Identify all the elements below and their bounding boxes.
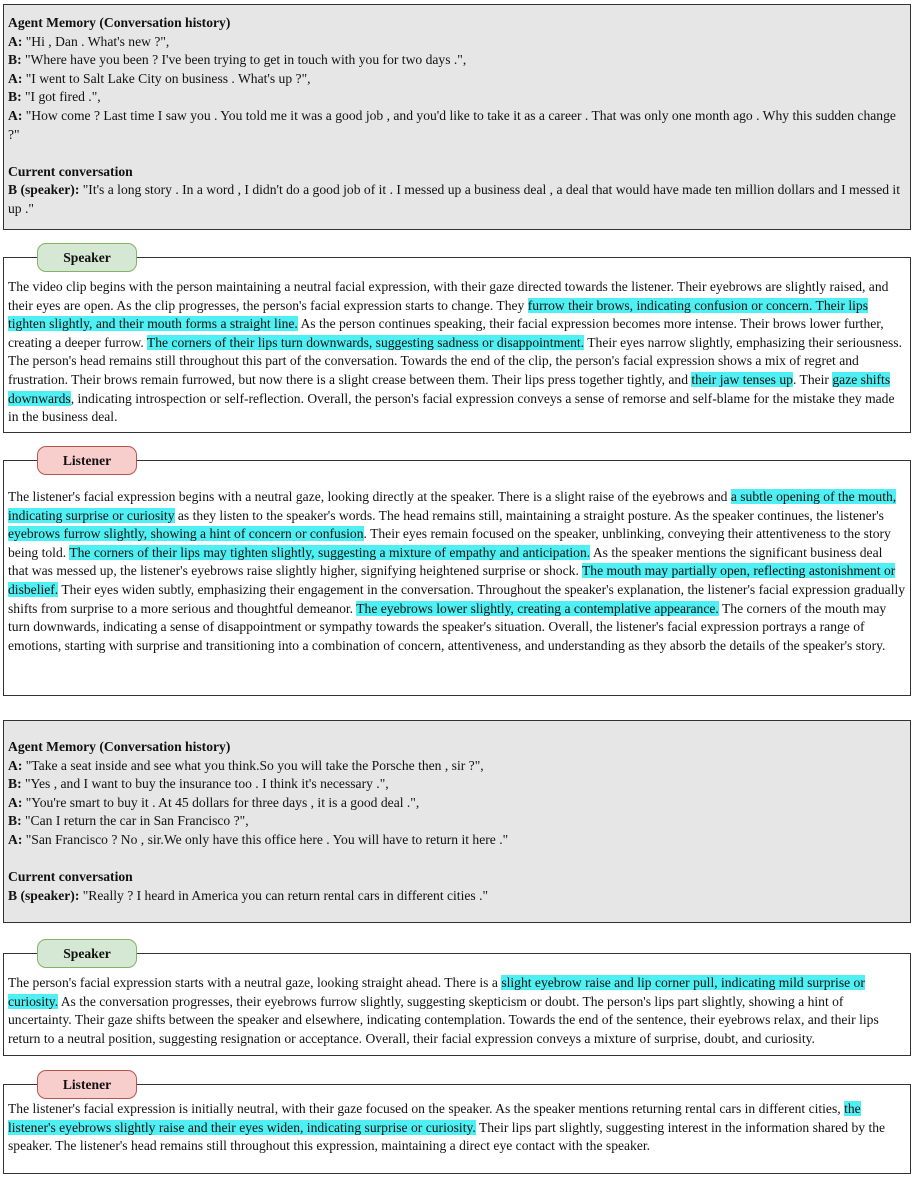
memory-box-2 [3, 720, 911, 923]
memory-line [8, 51, 910, 70]
memory-line [8, 88, 910, 107]
turn-speaker: A: [8, 831, 23, 847]
turn-speaker: A: [8, 33, 23, 49]
highlighted-phrase: their jaw tenses up [691, 371, 793, 387]
speaker-description [4, 257, 910, 427]
turn-speaker: A: [8, 107, 23, 123]
memory-line [8, 831, 910, 850]
listener-description [4, 460, 910, 655]
listener-description [4, 1084, 910, 1156]
current-utterance-text: "Really ? I heard in America you can return rental cars in different cities ." [79, 887, 489, 903]
highlighted-phrase: The corners of their lips may tighten slightly, suggesting a mixture of empathy and anticipation. [69, 544, 591, 560]
memory-line [8, 33, 910, 52]
current-conversation-title: Current conversation [8, 163, 133, 179]
turn-speaker: B: [8, 813, 22, 829]
highlighted-phrase: The eyebrows lower slightly, creating a contemplative appearance. [356, 600, 719, 616]
highlighted-phrase: The corners of their lips turn downwards, suggesting sadness or disappointment. [146, 334, 585, 350]
memory-box-1 [3, 4, 911, 230]
text-segment: Their eyes widen subtly, emphasizing their engagement in the conversation. Throughout the speaker's explanation, the listener's facial expression gradually shifts from surprise to a more serious and thoughtful demeanor. [8, 581, 906, 616]
memory-title: Agent Memory (Conversation history) [8, 15, 231, 30]
listener-tag: Listener [37, 446, 137, 475]
listener-tag: Listener [37, 1070, 137, 1099]
turn-text: "You're smart to buy it . At 45 dollars for three days , it is a good deal .", [22, 794, 420, 810]
memory-title: Agent Memory (Conversation history) [8, 739, 231, 754]
highlighted-phrase: gaze shifts downwards [8, 371, 891, 406]
text-segment: As the conversation progresses, their eyebrows furrow slightly, suggesting skepticism or doubt. The person's lips part slightly, showing a hint of uncertainty. Their gaze shifts between the speaker and elsewhere, indicating contemplation. Towards the end of the sentence, their eyebrows relax, and their lips return to a neutral position, suggesting resignation or acceptance. Overall, their facial expression conveys a mixture of surprise, doubt, and curiosity. [8, 993, 879, 1046]
turn-speaker: B: [8, 776, 22, 792]
text-segment: The listener's facial expression begins with a neutral gaze, looking directly at the speaker. There is a slight raise of the eyebrows and [8, 489, 731, 504]
turn-text: "Where have you been ? I've been trying to get in touch with you for two days .", [21, 52, 467, 68]
listener-box-1 [3, 460, 911, 696]
current-conversation-title: Current conversation [8, 869, 133, 885]
listener-box-2 [3, 1084, 911, 1174]
memory-lines [8, 757, 910, 850]
speaker-box-2 [3, 953, 911, 1056]
memory-line [8, 757, 910, 776]
highlighted-phrase: The mouth may partially open, reflecting astonishment or disbelief. [8, 563, 896, 597]
current-speaker-label: B (speaker): [8, 182, 80, 198]
memory-line [8, 812, 910, 831]
text-segment: As the person continues speaking, their facial expression becomes more intense. Their brows lower further, creating a deeper furrow. [8, 316, 884, 350]
turn-text: "San Francisco ? No , sir.We only have this office here . You will have to return it here ." [22, 831, 509, 847]
memory-line [8, 107, 910, 144]
text-segment: The corners of the mouth may turn downwards, indicating a sense of disappointment or sympathy towards the speaker's situation. Overall, the listener's facial expression portrays a range of emotions, starting with surprise and transitioning into a combination of concern, attentiveness, and understanding as they absorb the details of the speaker's story. [8, 600, 887, 653]
memory-line [8, 70, 910, 89]
turn-text: "I got fired .", [21, 89, 101, 105]
turn-text: "How come ? Last time I saw you . You told me it was a good job , and you'd like to take it as a career . That was only one month ago . Why this sudden change ?" [8, 107, 896, 142]
highlighted-phrase: a subtle opening of the mouth, indicating surprise or curiosity [8, 489, 897, 523]
memory-lines [8, 33, 910, 145]
speaker-tag: Speaker [37, 939, 137, 968]
speaker-box-1 [3, 257, 911, 433]
text-segment: The listener's facial expression is initially neutral, with their gaze focused on the speaker. As the speaker mentions returning rental cars in different cities, [8, 1101, 845, 1116]
text-segment: Their lips part slightly, suggesting interest in the information shared by the speaker. The listener's head remains still throughout this expression, maintaining a direct eye contact with the speaker. [8, 1119, 886, 1154]
memory-line [8, 794, 910, 813]
turn-text: "I went to Salt Lake City on business . What's up ?", [22, 70, 311, 86]
turn-speaker: A: [8, 70, 23, 86]
memory-line [8, 775, 910, 794]
turn-speaker: B: [8, 52, 22, 68]
turn-text: "Yes , and I want to buy the insurance too . I think it's necessary .", [21, 776, 389, 792]
highlighted-phrase: eyebrows furrow slightly, showing a hint of concern or confusion [8, 526, 364, 542]
text-segment: . Their eyes remain focused on the speaker, unblinking, conveying their attentiveness to the story being told. [8, 526, 891, 560]
current-utterance-text: "It's a long story . In a word , I didn't do a good job of it . I messed up a business deal , a deal that would have made ten million dollars and I messed it up ." [8, 182, 900, 216]
text-segment: The video clip begins with the person maintaining a neutral facial expression, with their gaze directed towards the listener. Their eyebrows are slightly raised, and their eyes are open. As the clip progresses, the person's facial expression starts to change. They [8, 279, 889, 313]
turn-text: "Hi , Dan . What's new ?", [22, 33, 170, 49]
turn-speaker: B: [8, 89, 22, 105]
current-utterance [8, 181, 910, 218]
text-segment: The person's facial expression starts with a neutral gaze, looking straight ahead. There is a [8, 975, 502, 990]
speaker-description [4, 953, 910, 1048]
speaker-tag: Speaker [37, 243, 137, 272]
text-segment: As the speaker mentions the significant business deal that was messed up, the listener's eyebrows raise slightly higher, signifying heightened surprise or shock. [8, 544, 883, 579]
turn-text: "Take a seat inside and see what you think.So you will take the Porsche then , sir ?", [22, 757, 484, 773]
current-utterance [8, 887, 910, 906]
text-segment: . Their [792, 371, 833, 387]
text-segment: , indicating introspection or self-reflection. Overall, the person's facial expression conveys a sense of remorse and self-blame for the mistake they made in the business deal. [8, 390, 895, 425]
highlighted-phrase: the listener's eyebrows slightly raise and their eyes widen, indicating surprise or curiosity. [8, 1101, 861, 1135]
turn-text: "Can I return the car in San Francisco ?", [21, 813, 249, 829]
highlighted-phrase: slight eyebrow raise and lip corner pull, indicating mild surprise or curiosity. [8, 975, 865, 1009]
turn-speaker: A: [8, 757, 23, 773]
highlighted-phrase: furrow their brows, indicating confusion or concern. Their lips tighten slightly, and their mouth forms a straight line. [8, 297, 869, 332]
text-segment: as they listen to the speaker's words. The head remains still, maintaining a straight posture. As the speaker continues, the listener's [174, 507, 884, 523]
current-speaker-label: B (speaker): [8, 887, 80, 903]
turn-speaker: A: [8, 794, 23, 810]
text-segment: Their eyes narrow slightly, emphasizing their seriousness. The person's head remains still throughout this part of the conversation. Towards the end of the clip, the person's facial expression shows a mix of regret and frustration. Their brows remain furrowed, but now there is a slight crease between them. Their lips press together tightly, and [8, 334, 902, 387]
